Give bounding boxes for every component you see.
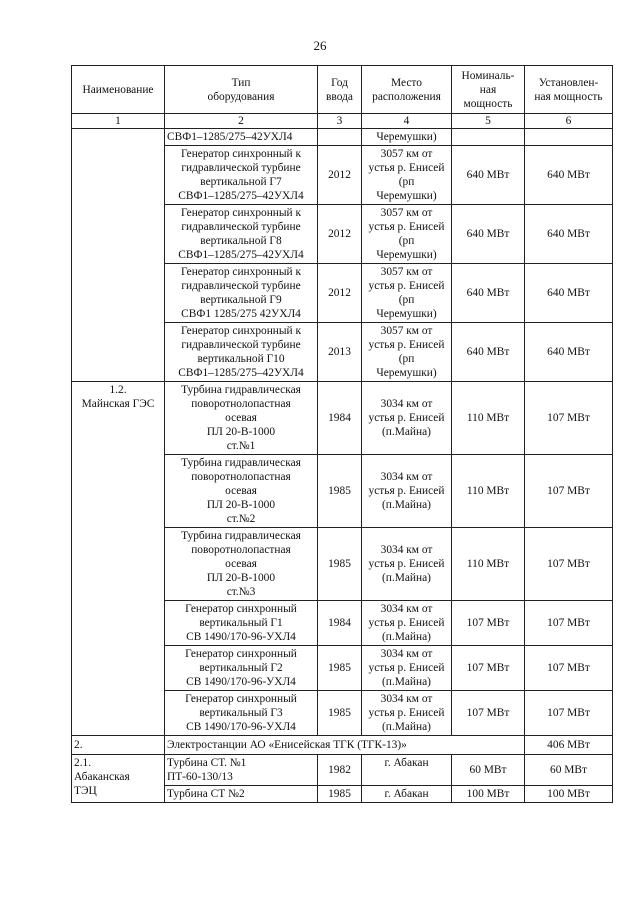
place-cell: г. Абакан — [362, 786, 452, 803]
type-cell: Генератор синхронный к гидравлической турбине вертикальной Г9 СВФ1 1285/275 42УХЛ4 — [165, 264, 318, 323]
installed-cell: 107 МВт — [525, 646, 613, 691]
column-number: 3 — [318, 114, 362, 129]
page-number: 26 — [313, 38, 327, 53]
installed-cell: 640 МВт — [525, 264, 613, 323]
type-cell: Генератор синхронный к гидравлической турбине вертикальной Г8 СВФ1–1285/275–42УХЛ4 — [165, 205, 318, 264]
type-cell: Турбина гидравлическая поворотнолопастная осевая ПЛ 20-В-1000 ст.№1 — [165, 382, 318, 455]
nominal-cell: 640 МВт — [452, 205, 525, 264]
year-cell: 1985 — [318, 786, 362, 803]
place-cell: 3057 км от устья р. Енисей (рп Черемушки) — [362, 323, 452, 382]
year-cell: 1985 — [318, 455, 362, 528]
station-name-abakan: 2.1. Абаканская ТЭЦ — [72, 755, 165, 803]
table-row — [72, 129, 613, 146]
place-cell: 3034 км от устья р. Енисей (п.Майна) — [362, 528, 452, 601]
installed-cell: 640 МВт — [525, 323, 613, 382]
year-cell: 2012 — [318, 146, 362, 205]
column-number-row — [72, 114, 613, 129]
installed-cell: 60 МВт — [525, 755, 613, 786]
place-cell: 3057 км от устья р. Енисей (рп Черемушки) — [362, 264, 452, 323]
place-cell: 3034 км от устья р. Енисей (п.Майна) — [362, 455, 452, 528]
year-cell: 1984 — [318, 382, 362, 455]
nominal-cell: 107 МВт — [452, 646, 525, 691]
type-cell: Генератор синхронный вертикальный Г2 СВ 1490/170-96-УХЛ4 — [165, 646, 318, 691]
type-cell: СВФ1–1285/275–42УХЛ4 — [165, 129, 318, 146]
type-cell: Турбина СТ №2 — [165, 786, 318, 803]
installed-cell: 107 МВт — [525, 691, 613, 736]
installed-cell: 107 МВт — [525, 455, 613, 528]
year-cell: 2013 — [318, 323, 362, 382]
nominal-cell: 100 МВт — [452, 786, 525, 803]
year-cell: 1982 — [318, 755, 362, 786]
station-name-mainskaya: 1.2. Майнская ГЭС — [72, 382, 165, 736]
type-cell: Генератор синхронный вертикальный Г3 СВ 1490/170-96-УХЛ4 — [165, 691, 318, 736]
year-cell — [318, 129, 362, 146]
column-number: 1 — [72, 114, 165, 129]
equipment-table — [71, 65, 613, 803]
table-row — [72, 755, 613, 786]
place-cell: 3034 км от устья р. Енисей (п.Майна) — [362, 646, 452, 691]
nominal-cell: 110 МВт — [452, 528, 525, 601]
installed-cell: 100 МВт — [525, 786, 613, 803]
nominal-cell — [452, 129, 525, 146]
column-number: 6 — [525, 114, 613, 129]
year-cell: 2012 — [318, 205, 362, 264]
nominal-cell: 110 МВт — [452, 455, 525, 528]
nominal-cell: 107 МВт — [452, 691, 525, 736]
year-cell: 1985 — [318, 528, 362, 601]
table-row — [72, 382, 613, 455]
place-cell: г. Абакан — [362, 755, 452, 786]
year-cell: 1985 — [318, 646, 362, 691]
nominal-cell: 60 МВт — [452, 755, 525, 786]
type-cell: Турбина СТ. №1 ПТ-60-130/13 — [165, 755, 318, 786]
header-nominal: Номиналь- ная мощность — [452, 66, 525, 114]
header-installed: Установлен- ная мощность — [525, 66, 613, 114]
section-number-text: 2. — [74, 739, 83, 751]
column-number: 4 — [362, 114, 452, 129]
installed-cell — [525, 129, 613, 146]
place-cell: 3057 км от устья р. Енисей (рп Черемушки) — [362, 146, 452, 205]
place-cell: 3057 км от устья р. Енисей (рп Черемушки) — [362, 205, 452, 264]
type-cell: Генератор синхронный к гидравлической турбине вертикальной Г7 СВФ1–1285/275–42УХЛ4 — [165, 146, 318, 205]
header-year: Год ввода — [318, 66, 362, 114]
header-name: Наименование — [72, 66, 165, 114]
nominal-cell: 640 МВт — [452, 264, 525, 323]
nominal-cell: 640 МВт — [452, 146, 525, 205]
section-number — [72, 736, 165, 755]
type-cell: Генератор синхронный к гидравлической турбине вертикальной Г10 СВФ1–1285/275–42УХЛ4 — [165, 323, 318, 382]
installed-cell: 107 МВт — [525, 528, 613, 601]
nominal-cell: 107 МВт — [452, 601, 525, 646]
place-cell: 3034 км от устья р. Енисей (п.Майна) — [362, 601, 452, 646]
type-cell: Турбина гидравлическая поворотнолопастная осевая ПЛ 20-В-1000 ст.№3 — [165, 528, 318, 601]
year-cell: 2012 — [318, 264, 362, 323]
installed-cell: 107 МВт — [525, 382, 613, 455]
type-cell: Турбина гидравлическая поворотнолопастная осевая ПЛ 20-В-1000 ст.№2 — [165, 455, 318, 528]
column-number: 2 — [165, 114, 318, 129]
year-cell: 1985 — [318, 691, 362, 736]
section-title: Электростанции АО «Енисейская ТГК (ТГК-13)» — [165, 736, 525, 755]
installed-cell: 640 МВт — [525, 146, 613, 205]
nominal-cell: 110 МВт — [452, 382, 525, 455]
header-place: Место расположения — [362, 66, 452, 114]
column-number: 5 — [452, 114, 525, 129]
installed-cell: 640 МВт — [525, 205, 613, 264]
place-cell: 3034 км от устья р. Енисей (п.Майна) — [362, 691, 452, 736]
place-cell: Черемушки) — [362, 129, 452, 146]
section-installed: 406 МВт — [525, 736, 613, 755]
installed-cell: 107 МВт — [525, 601, 613, 646]
header-row — [72, 66, 613, 114]
year-cell: 1984 — [318, 601, 362, 646]
header-type: Тип оборудования — [165, 66, 318, 114]
section-row — [72, 736, 613, 755]
nominal-cell: 640 МВт — [452, 323, 525, 382]
type-cell: Генератор синхронный вертикальный Г1 СВ 1490/170-96-УХЛ4 — [165, 601, 318, 646]
place-cell: 3034 км от устья р. Енисей (п.Майна) — [362, 382, 452, 455]
name-cell — [72, 129, 165, 382]
